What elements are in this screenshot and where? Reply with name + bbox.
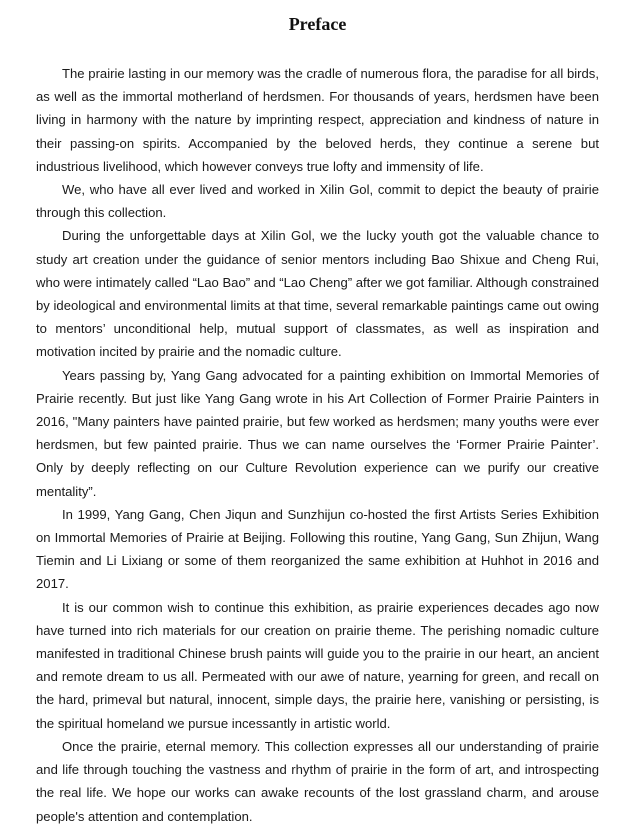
paragraph-2: We, who have all ever lived and worked in Xilin Gol, commit to depict the beauty of prairie through this collection. xyxy=(36,182,599,221)
page-title: Preface xyxy=(288,14,347,34)
paragraph-3: During the unforgettable days at Xilin Gol, we the lucky youth got the valuable chance to study art creation under the guidance of senior mentors including Bao Shixue and Cheng Rui, who were intimately called “Lao Bao” and “Lao Cheng” after we got familiar. Although constrained by ideological and environmental limits at that time, several remarkable paintings came out owing to mentors’ unconditional help, mutual support of classmates, as well as inspiration and motivation incited by prairie and the nomadic culture. xyxy=(36,228,599,360)
paragraph-5: In 1999, Yang Gang, Chen Jiqun and Sunzhijun co-hosted the first Artists Series Exhibition on Immortal Memories of Prairie at Beijing. Following this routine, Yang Gang, Sun Zhijun, Wang Tiemin and Li Lixiang or some of them reorganized the same exhibition at Huhhot in 2016 and 2017. xyxy=(36,506,599,592)
paragraph-7: Once the prairie, eternal memory. This collection expresses all our understanding of prairie and life through touching the vastness and rhythm of prairie in the form of art, and introspecting the real life. We hope our works can awake recounts of the lost grassland charm, and arouse people's attention and contemplation. xyxy=(36,738,599,824)
paragraph-4: Years passing by, Yang Gang advocated for a painting exhibition on Immortal Memories of Prairie recently. But just like Yang Gang wrote in his Art Collection of Former Prairie Painters in 2016, "Many painters have painted prairie, but few worked as herdsmen; many youths were ever herdsmen, but few painted prairie. Thus we can name ourselves the ‘Former Prairie Painter’. Only by deeply reflecting on our Culture Revolution experience can we purify our creative mentality”. xyxy=(36,367,599,499)
paragraph-6: It is our common wish to continue this exhibition, as prairie experiences decades ago now have turned into rich materials for our creation on prairie theme. The perishing nomadic culture manifested in traditional Chinese brush paints will guide you to the prairie in our heart, an ancient and remote dream to us all. Permeated with our awe of nature, yearning for green, and recall on the hard, primeval but natural, innocent, simple days, the prairie here, vanishing or persisting, is the spiritual homeland we pursue incessantly in artistic world. xyxy=(36,599,599,731)
paragraph-1: The prairie lasting in our memory was the cradle of numerous flora, the paradise for all birds, as well as the immortal motherland of herdsmen. For thousands of years, herdsmen have been living in harmony with the nature by imprinting respect, appreciation and kindness of nature in their passing-on spirits. Accompanied by the beloved herds, they continue a serene but industrious livelihood, which however conveys true lofty and immensity of life. xyxy=(36,66,599,174)
